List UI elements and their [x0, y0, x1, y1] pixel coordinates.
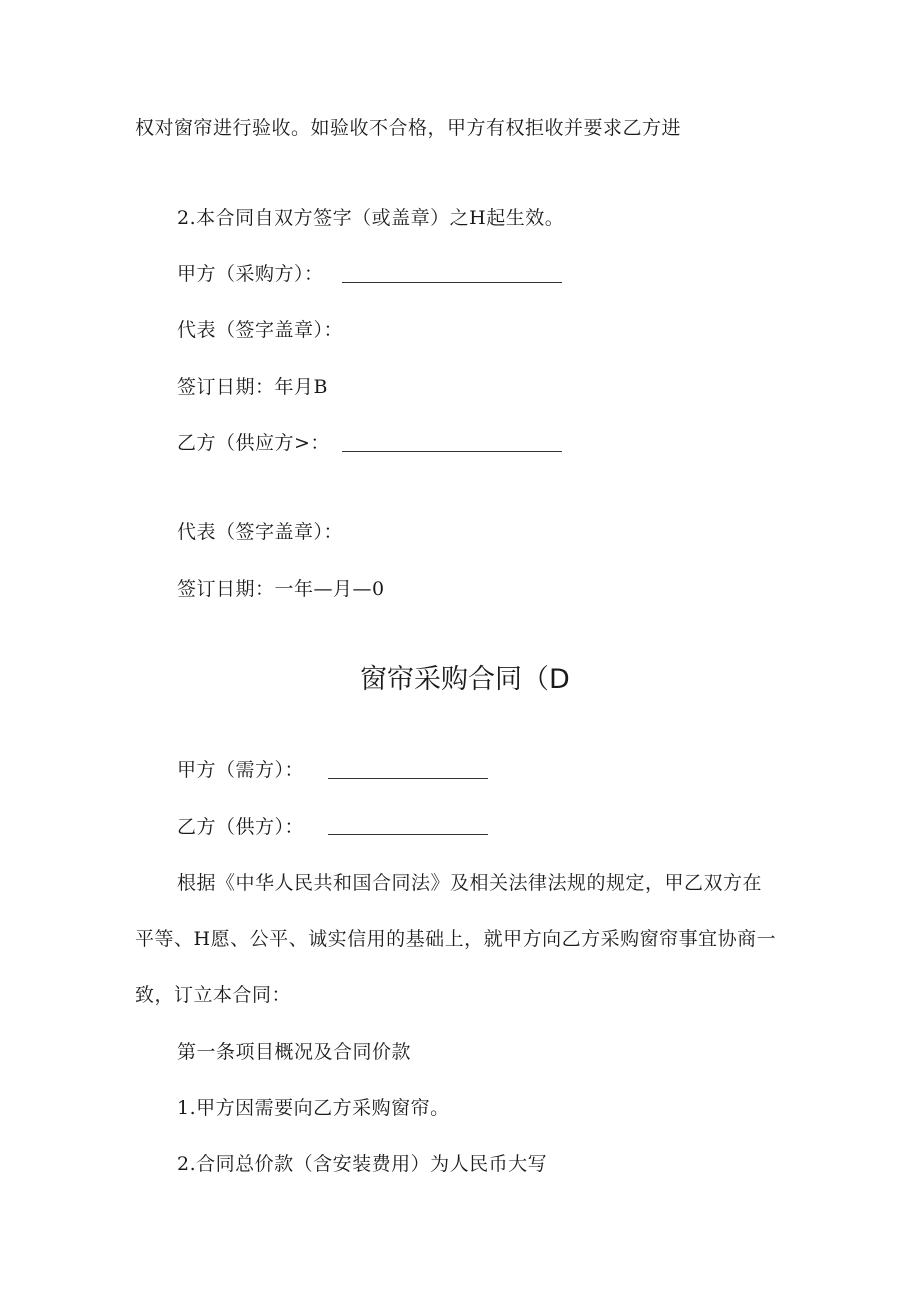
- party-b-representative-label: 代表（签字盖章）：: [177, 521, 344, 543]
- contract-title: 窗帘采购合同（D: [360, 664, 570, 695]
- article-one-heading: 第一条项目概况及合同价款: [177, 1041, 412, 1063]
- preamble-line-2: 平等、H愿、公平、诚实信用的基础上，就甲方向乙方采购窗帘事宜协商一: [135, 928, 777, 950]
- party-a-representative-label: 代表（签字盖章）：: [177, 319, 344, 341]
- article-one-item-2: 2.合同总价款（含安装费用）为人民币大写: [177, 1153, 548, 1175]
- party-a-demand-blank: [328, 778, 488, 779]
- party-a-purchaser-label: 甲方（采购方）：: [177, 263, 324, 285]
- party-a-purchaser-blank: [342, 282, 562, 283]
- article-one-item-1: 1.甲方因需要向乙方采购窗帘。: [177, 1097, 450, 1119]
- preamble-line-3: 致，订立本合同：: [135, 984, 292, 1006]
- party-b-sign-date: 签订日期：一年—月—0: [177, 578, 385, 600]
- party-b-supply-blank: [328, 834, 488, 835]
- party-b-supply-label: 乙方（供方）：: [177, 816, 305, 838]
- clause-effective-date: 2.本合同自双方签字（或盖章）之H起生效。: [177, 207, 565, 229]
- paragraph-continuation: 权对窗帘进行验收。如验收不合格，甲方有权拒收并要求乙方进: [135, 117, 682, 139]
- party-a-sign-date: 签订日期：年月B: [177, 376, 328, 398]
- party-a-demand-label: 甲方（需方）：: [177, 759, 305, 781]
- party-b-supplier-label: 乙方（供应方>：: [177, 432, 330, 454]
- party-b-supplier-blank: [342, 451, 562, 452]
- preamble-line-1: 根据《中华人民共和国合同法》及相关法律法规的规定，甲乙双方在: [177, 872, 763, 894]
